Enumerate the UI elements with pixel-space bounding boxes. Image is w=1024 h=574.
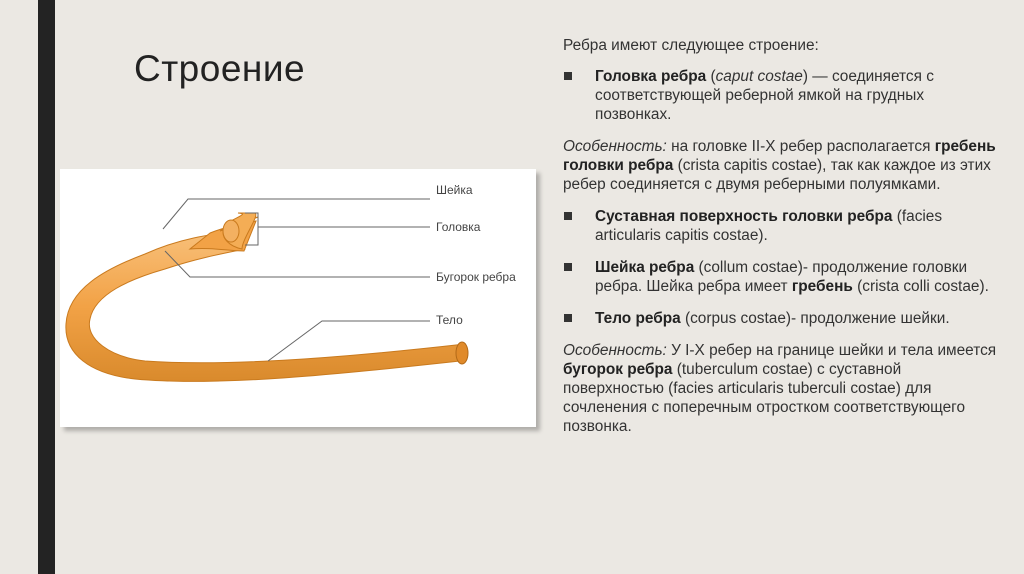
bullet-articular-surface bbox=[563, 207, 1003, 245]
bullet-square-icon bbox=[564, 72, 572, 80]
term-neck-crest: гребень bbox=[791, 278, 853, 295]
note2-term: бугорок ребра bbox=[563, 361, 673, 378]
label-tubercle: Бугорок ребра bbox=[436, 270, 516, 284]
bullet1-rest: ) — соединяется с соответствующей реберной ямкой на грудных позвонках. bbox=[595, 68, 934, 123]
note-crest bbox=[563, 137, 1003, 194]
note2-label: Особенность: bbox=[563, 342, 667, 359]
bullet1-open: ( bbox=[706, 68, 716, 85]
bullet4-rest: (corpus costae)- продолжение шейки. bbox=[680, 310, 950, 327]
note1-label: Особенность: bbox=[563, 138, 667, 155]
label-head: Головка bbox=[436, 220, 481, 234]
term-neck: Шейка ребра bbox=[595, 259, 695, 276]
label-neck: Шейка bbox=[436, 183, 473, 197]
bullet-square-icon bbox=[564, 314, 572, 322]
bullet-neck bbox=[563, 258, 1003, 296]
note-tubercle bbox=[563, 341, 1003, 436]
bullet-body bbox=[563, 309, 1003, 328]
bullet3-text-b: (crista colli costae). bbox=[852, 278, 989, 295]
rib-body-shape bbox=[66, 231, 465, 381]
note1-text-b: (crista capitis costae), так как каждое из этих ребер соединяется с двумя реберными полуямками. bbox=[563, 157, 991, 193]
intro-text: Ребра имеют следующее строение: bbox=[563, 37, 819, 54]
rib-illustration bbox=[60, 169, 536, 427]
rib-sternal-end bbox=[456, 342, 468, 364]
bullet2-rest: (facies articularis capitis costae). bbox=[595, 208, 943, 244]
left-accent-bar bbox=[38, 0, 55, 574]
bullet3-text-a: (collum costae)- продолжение головки ребра. Шейка ребра имеет bbox=[595, 259, 968, 295]
term-articular-surface: Суставная поверхность головки ребра bbox=[595, 208, 893, 225]
note2-text-a: У I-X ребер на границе шейки и тела имеется bbox=[666, 342, 997, 359]
note1-text-a: на головке II-X ребер располагается bbox=[666, 138, 935, 155]
neck-leader-line bbox=[163, 199, 430, 229]
note1-term: гребень головки ребра bbox=[563, 138, 996, 174]
rib-head-articular bbox=[223, 220, 239, 242]
bullet-head bbox=[563, 67, 1003, 124]
term-body: Тело ребра bbox=[595, 310, 681, 327]
bullet-square-icon bbox=[564, 212, 572, 220]
bullet1-latin: caput costae bbox=[715, 68, 803, 85]
rib-figure bbox=[60, 169, 536, 427]
term-head: Головка ребра bbox=[595, 68, 707, 85]
note2-text-b: (tuberculum costae) с суставной поверхностью (facies articularis tuberculi costae) для сочленения с поперечным отростком соответствующего позвонка. bbox=[563, 361, 966, 435]
bullet-square-icon bbox=[564, 263, 572, 271]
content-text-block bbox=[563, 36, 1003, 449]
slide-title: Строение bbox=[134, 48, 306, 89]
label-body: Тело bbox=[436, 313, 463, 327]
